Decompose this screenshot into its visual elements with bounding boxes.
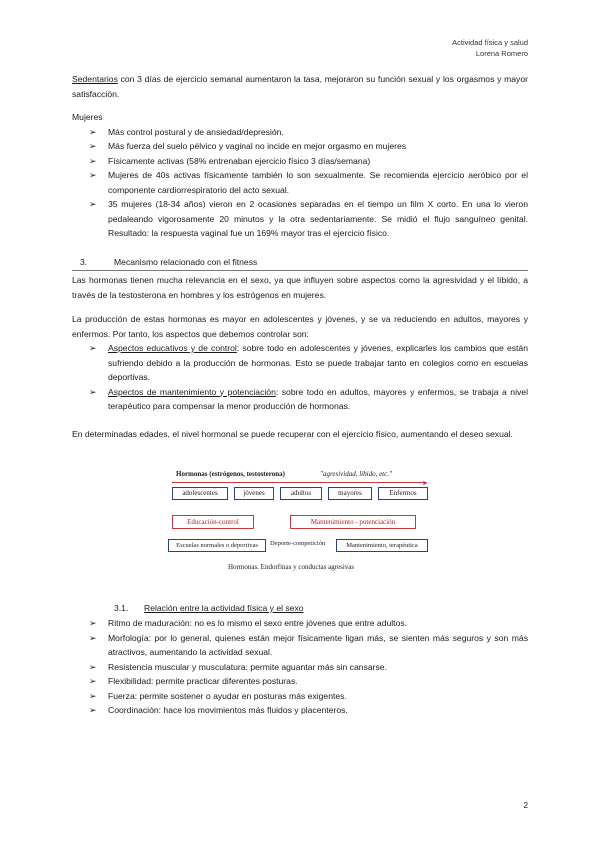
list-item: ➢ 35 mujeres (18-34 años) vieron en 2 ocasiones separadas en el tiempo un film X corto. En una lo vieron pedaleando vigorosamente 20 minutos y la otra sedentariamente. Se midió el flujo sanguíneo genital. Resultado: la respuesta vaginal fue un 169% mayor tras el ejercicio físico. (72, 197, 528, 241)
aspect-text: : sobre todo en adolescentes y jóvenes, explicarles los cambios que están sufriendo debido a la producción de hormonas. Esto se puede trabajar tanto en colegios como en escuelas deportivas. (108, 343, 528, 382)
page-number: 2 (523, 801, 528, 810)
figure-aggression-label: "agresividad, líbido, etc." (320, 470, 392, 478)
mujeres-section (72, 110, 528, 241)
figure-caption: Hormonas. Endorfinas y conductas agresivas (228, 563, 355, 571)
list-item: ➢ Resistencia muscular y musculatura: permite aguantar más sin cansarse. (72, 660, 528, 675)
mujeres-list (72, 125, 528, 241)
hormones-figure (168, 468, 432, 576)
list-item: ➢ Fuerza: permite sostener o ayudar en posturas más exigentes. (72, 689, 528, 704)
hormone-recovery-paragraph: En determinadas edades, el nivel hormonal se puede recuperar con el ejercicio físico, aumentando el deseo sexual. (72, 429, 513, 439)
education-control-box: Educación-control (172, 515, 254, 529)
page-header (452, 37, 528, 59)
maintenance-box: Mantenimiento - potenciación (290, 515, 416, 529)
list-item: ➢ Coordinación: hace los movimientos más fluidos y placenteros. (72, 703, 528, 718)
header-author: Lorena Romero (475, 49, 528, 58)
intro-text: con 3 días de ejercicio semanal aumentaron la tasa, mejoraron su función sexual y los orgasmos y mayor satisfacción. (72, 74, 528, 99)
list-item: ➢ Ritmo de maduración: no es lo mismo el sexo entre jóvenes que entre adultos. (72, 616, 528, 631)
section-31-heading (72, 601, 528, 616)
aspect-text: : sobre todo en adultos, mayores y enfermos, se trabaja a nivel terapéutico para compensar la menor producción de hormonas. (108, 386, 528, 411)
list-item: ➢ Mujeres de 40s activas físicamente también lo son sexualmente. Se recomienda ejercicio aeróbico por el componente cardiorrespiratorio del acto sexual. (72, 168, 528, 197)
figure-hormones-label: Hormonas (estrógenos, testosterona) (176, 470, 285, 478)
activity-sex-list (72, 616, 528, 718)
aspect-lead: Aspectos educativos y de control (108, 343, 237, 353)
aspect-lead: Aspectos de mantenimiento y potenciación (108, 386, 276, 397)
hormones-paragraph: Las hormonas tienen mucha relevancia en el sexo, ya que influyen sobre aspectos como la agresividad y el líbido, a través de la testosterona en hombres y los estrógenos en mujeres. (72, 275, 528, 300)
intro-paragraph (72, 72, 528, 101)
list-item: ➢ Más fuerza del suelo pélvico y vaginal no incide en mejor orgasmo en mujeres (72, 139, 528, 154)
section-title: Relación entre la actividad física y el sexo (144, 603, 304, 613)
section-number: 3.1. (114, 603, 129, 613)
figure-arrow-line (172, 482, 426, 483)
list-item: ➢ Morfología: por lo general, quienes están mejor físicamente ligan más, se sienten más seguros y son más atractivos, aumentando la actividad sexual. (72, 631, 528, 660)
intro-lead: Sedentarios (72, 74, 118, 84)
list-item (72, 385, 528, 414)
list-item: ➢ Flexibilidad: permite practicar diferentes posturas. (72, 674, 528, 689)
section-3-heading (72, 255, 528, 270)
age-box-enfermos: Enfermos (378, 487, 428, 500)
section-title: Mecanismo relacionado con el fitness (114, 257, 258, 267)
list-item: ➢ Más control postural y de ansiedad/depresión. (72, 125, 528, 140)
age-box-jovenes: jóvenes (234, 487, 274, 500)
production-paragraph: La producción de estas hormonas es mayor en adolescentes y jóvenes, y se va reduciendo en adultos, mayores y enfermos. Por tanto, los aspectos que debemos controlar son: (72, 314, 528, 339)
arrow-right-icon: ► (422, 479, 429, 487)
list-item (72, 341, 528, 385)
aspects-list (72, 341, 528, 414)
age-box-adultos: adultos (280, 487, 322, 500)
section-divider (72, 270, 528, 271)
mujeres-title: Mujeres (72, 112, 103, 122)
schools-box: Escuelas normales o deportivas (168, 539, 266, 552)
header-course: Actividad física y salud (452, 38, 528, 47)
therapy-box: Mantenimiento, terapéutica (336, 539, 428, 552)
list-item: ➢ Físicamente activas (58% entrenaban ejercicio físico 3 días/semana) (72, 154, 528, 169)
competition-label: Deporte-competición (270, 540, 326, 547)
section-number: 3. (80, 257, 88, 267)
age-box-adolescentes: adolescentes (172, 487, 228, 500)
age-box-mayores: mayores (328, 487, 372, 500)
